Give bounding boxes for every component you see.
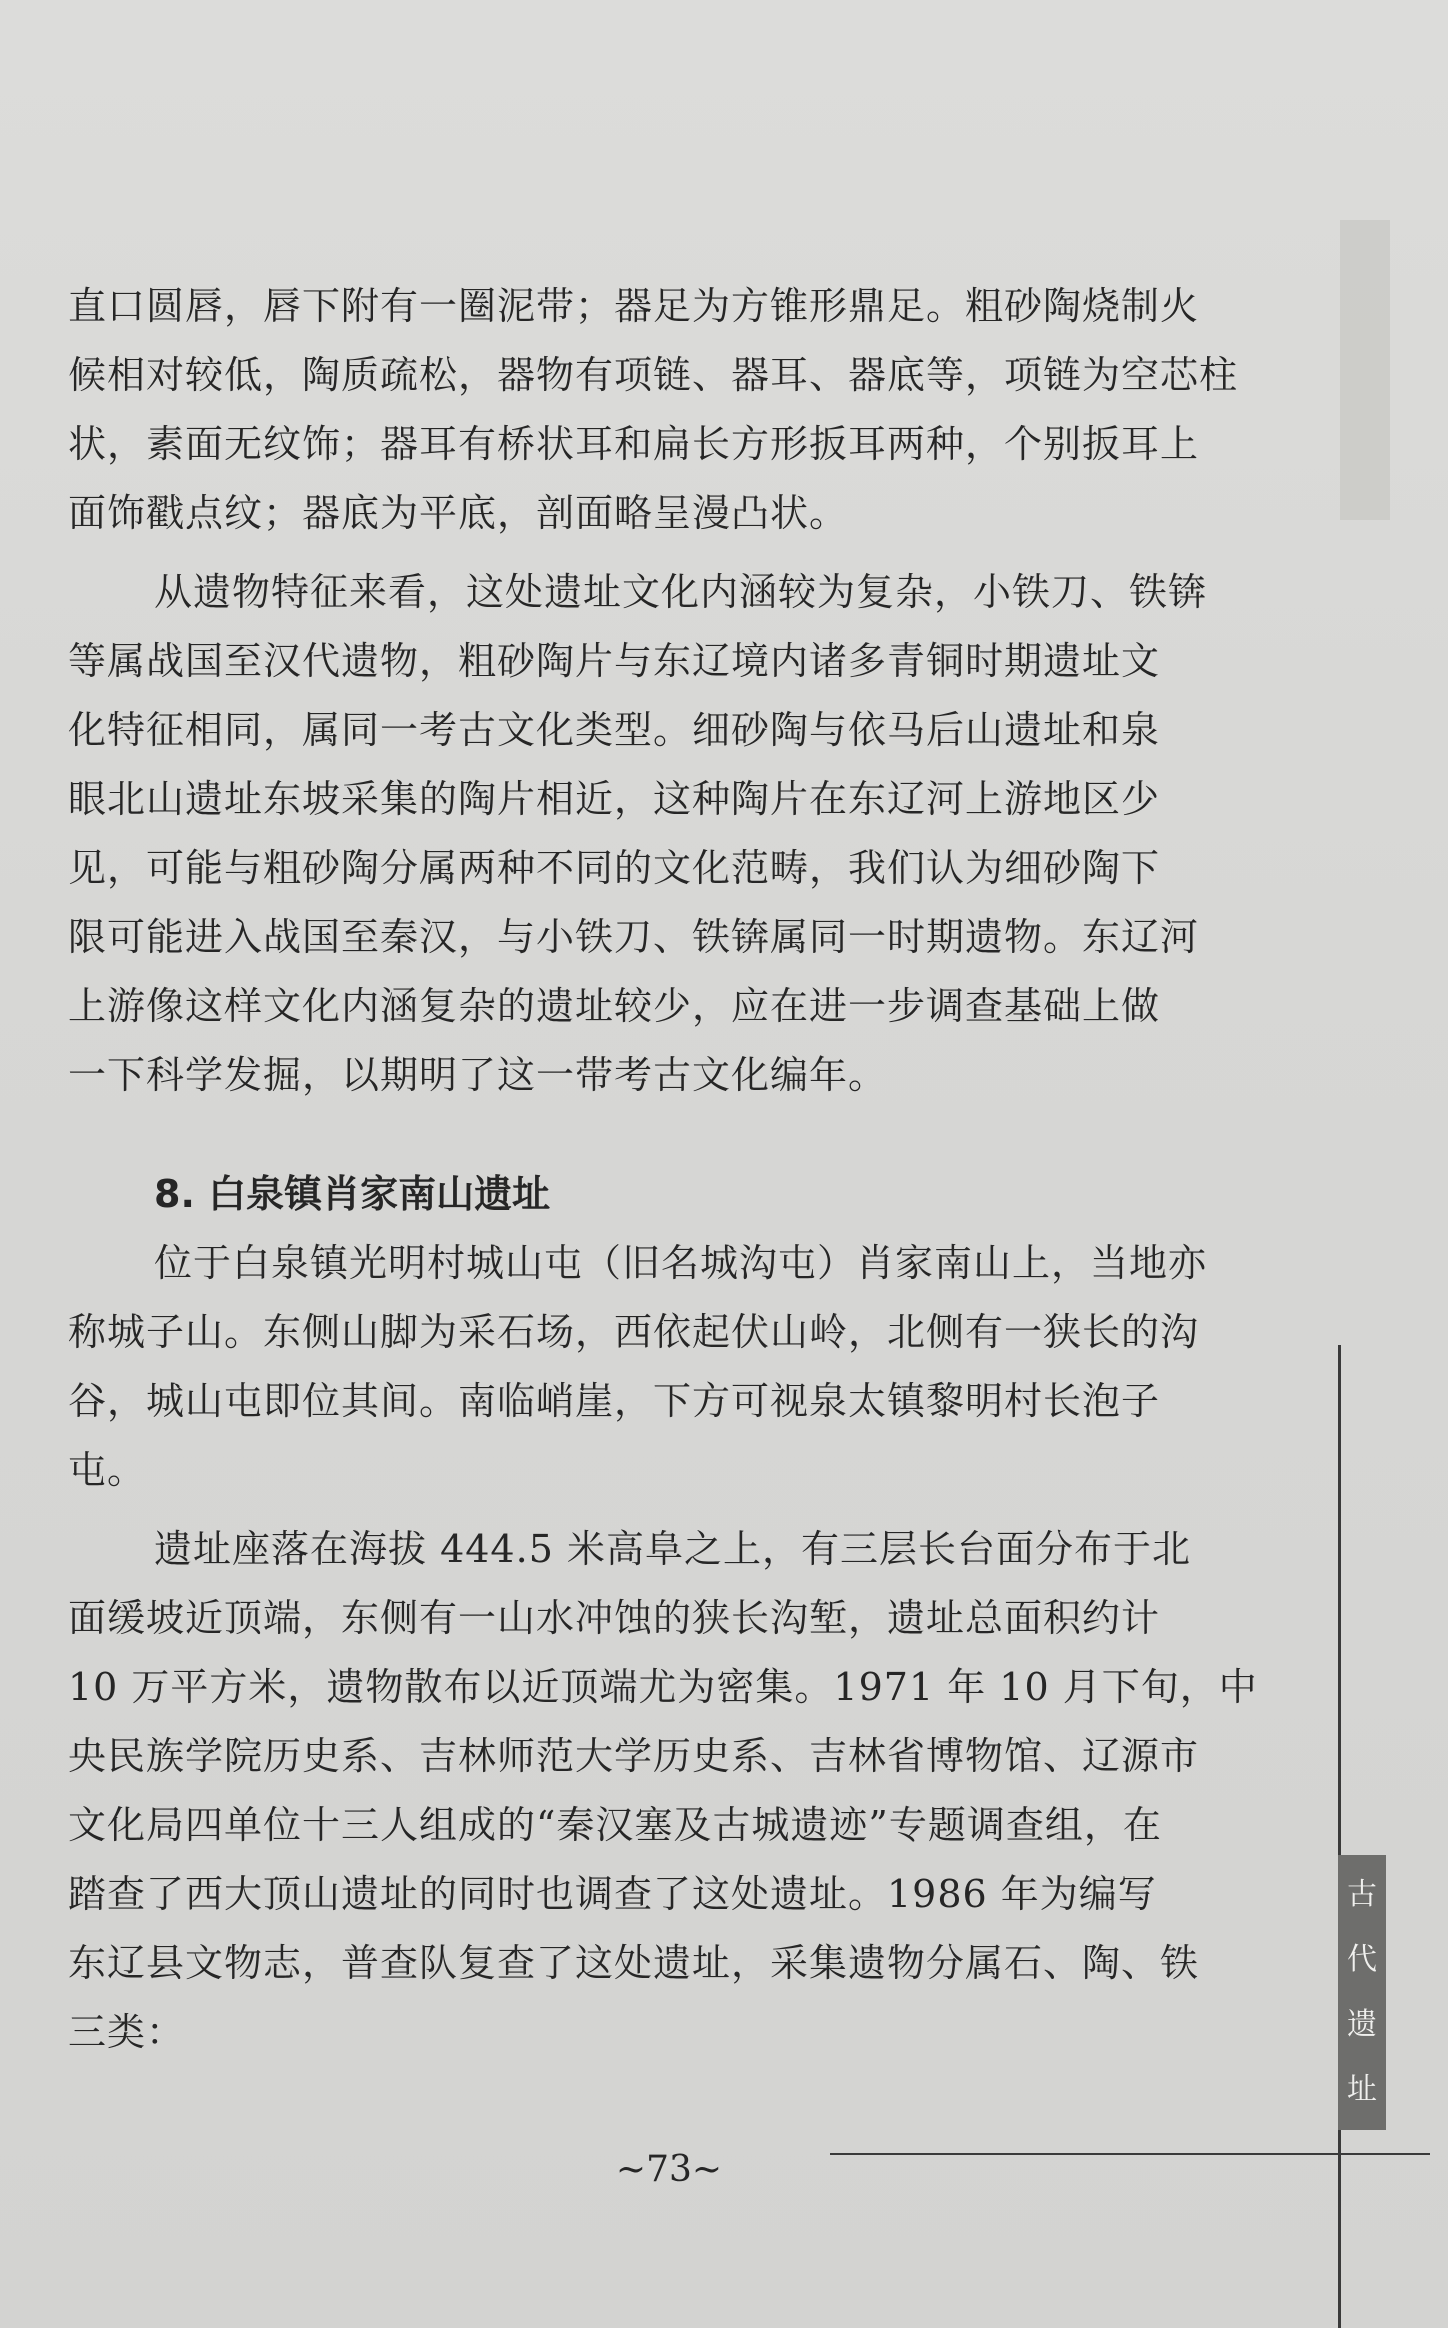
text-line: 10 万平方米，遗物散布以近顶端尤为密集。1971 年 10 月下旬，中 — [68, 1665, 1258, 1709]
text-line: 屯。 — [68, 1448, 147, 1492]
text-line: 谷，城山屯即位其间。南临峭崖，下方可视泉太镇黎明村长泡子 — [68, 1379, 1161, 1423]
side-tab-char: 遗 — [1347, 2006, 1377, 2042]
text-line: 遗址座落在海拔 444.5 米高阜之上，有三层长台面分布于北 — [154, 1527, 1191, 1571]
thumb-edge-shadow — [1340, 220, 1390, 520]
text-line: 从遗物特征来看，这处遗址文化内涵较为复杂，小铁刀、铁锛 — [154, 570, 1208, 614]
text-line: 踏查了西大顶山遗址的同时也调查了这处遗址。1986 年为编写 — [68, 1872, 1157, 1916]
text-line: 直口圆唇，唇下附有一圈泥带；器足为方锥形鼎足。粗砂陶烧制火 — [68, 284, 1200, 328]
text-line: 上游像这样文化内涵复杂的遗址较少，应在进一步调查基础上做 — [68, 984, 1161, 1028]
text-line: 面饰戳点纹；器底为平底，剖面略呈漫凸状。 — [68, 491, 849, 535]
text-line: 眼北山遗址东坡采集的陶片相近，这种陶片在东辽河上游地区少 — [68, 777, 1161, 821]
side-tab-char: 代 — [1347, 1942, 1377, 1978]
page-content — [68, 272, 1268, 2067]
side-vertical-rule — [1338, 1345, 1341, 2328]
text-line: 面缓坡近顶端，东侧有一山水冲蚀的狭长沟堑，遗址总面积约计 — [68, 1596, 1161, 1640]
analysis-paragraph — [68, 558, 1268, 1110]
location-paragraph — [68, 1229, 1268, 1505]
side-tab-char: 古 — [1347, 1877, 1377, 1913]
text-line: 三类： — [68, 2010, 186, 2054]
intro-paragraph — [68, 272, 1268, 548]
side-tab-char: 址 — [1347, 2071, 1377, 2107]
text-line: 一下科学发掘，以期明了这一带考古文化编年。 — [68, 1053, 888, 1097]
text-line: 称城子山。东侧山脚为采石场，西依起伏山岭，北侧有一狭长的沟 — [68, 1310, 1200, 1354]
text-line: 东辽县文物志，普查队复查了这处遗址，采集遗物分属石、陶、铁 — [68, 1941, 1200, 1985]
text-line: 见，可能与粗砂陶分属两种不同的文化范畴，我们认为细砂陶下 — [68, 846, 1161, 890]
chapter-side-tab — [1338, 1855, 1386, 2130]
text-line: 文化局四单位十三人组成的“秦汉塞及古城遗迹”专题调查组，在 — [68, 1803, 1162, 1847]
text-line: 状，素面无纹饰；器耳有桥状耳和扁长方形扳耳两种，个别扳耳上 — [68, 422, 1200, 466]
text-line: 限可能进入战国至秦汉，与小铁刀、铁锛属同一时期遗物。东辽河 — [68, 915, 1200, 959]
text-line: 位于白泉镇光明村城山屯（旧名城沟屯）肖家南山上，当地亦 — [154, 1241, 1208, 1285]
survey-paragraph — [68, 1515, 1268, 2067]
text-line: 等属战国至汉代遗物，粗砂陶片与东辽境内诸多青铜时期遗址文 — [68, 639, 1161, 683]
page-number: ~73~ — [615, 2149, 723, 2190]
section-heading: 8. 白泉镇肖家南山遗址 — [154, 1172, 551, 1216]
text-line: 化特征相同，属同一考古文化类型。细砂陶与依马后山遗址和泉 — [68, 708, 1161, 752]
text-line: 央民族学院历史系、吉林师范大学历史系、吉林省博物馆、辽源市 — [68, 1734, 1200, 1778]
text-line: 候相对较低，陶质疏松，器物有项链、器耳、器底等，项链为空芯柱 — [68, 353, 1239, 397]
